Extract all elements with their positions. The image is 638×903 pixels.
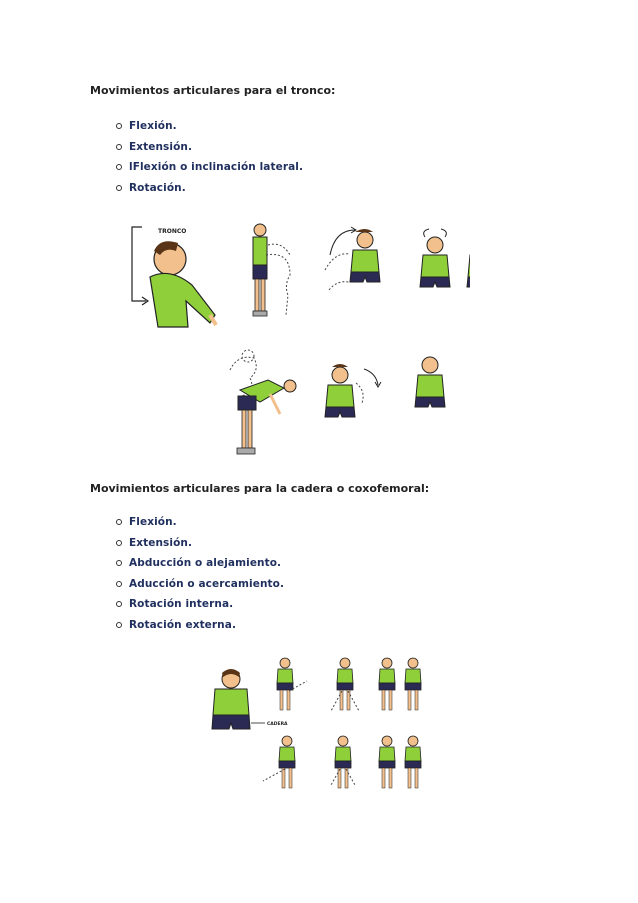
hip-rotation-a-figure — [379, 736, 395, 788]
trunk-twist-figure — [325, 364, 381, 417]
list-item: lFlexión o inclinación lateral. — [116, 157, 303, 178]
trunk-movements-illustration — [120, 215, 470, 465]
list-item: Flexión. — [116, 512, 284, 533]
hip-adduction-figure — [331, 736, 355, 788]
hip-label: CADERA — [267, 722, 288, 727]
list-item: Abducción o alejamiento. — [116, 553, 284, 574]
hip-extension-figure — [263, 736, 295, 788]
trunk-label-figure — [132, 227, 216, 327]
list-item: Rotación. — [116, 178, 303, 199]
list-item: Aducción o acercamiento. — [116, 574, 284, 595]
heading-trunk: Movimientos articulares para el tronco: — [90, 84, 336, 97]
trunk-forward-bend-figure — [230, 350, 296, 454]
trunk-label: TRONCO — [158, 228, 187, 235]
trunk-flexion-figure — [253, 224, 290, 316]
trunk-lateral-figure — [420, 229, 450, 287]
hip-movements-list — [116, 512, 284, 635]
hip-movements-illustration — [205, 655, 445, 805]
hip-abduction-figure — [331, 658, 359, 711]
trunk-side-figure — [467, 237, 470, 287]
hip-label-figure — [212, 669, 288, 729]
hip-rotation-b-figure — [405, 736, 421, 788]
list-item: Rotación externa. — [116, 615, 284, 636]
heading-hip: Movimientos articulares para la cadera o coxofemoral: — [90, 482, 430, 495]
trunk-movements-list — [116, 116, 303, 198]
hip-rotation-internal-figure — [379, 658, 395, 710]
trunk-front-figure — [415, 357, 445, 407]
hip-rotation-external-figure — [405, 658, 421, 710]
list-item: Rotación interna. — [116, 594, 284, 615]
list-item: Flexión. — [116, 116, 303, 137]
list-item: Extensión. — [116, 137, 303, 158]
hip-flexion-figure — [277, 658, 307, 710]
trunk-rotation-figure — [325, 227, 380, 290]
list-item: Extensión. — [116, 533, 284, 554]
